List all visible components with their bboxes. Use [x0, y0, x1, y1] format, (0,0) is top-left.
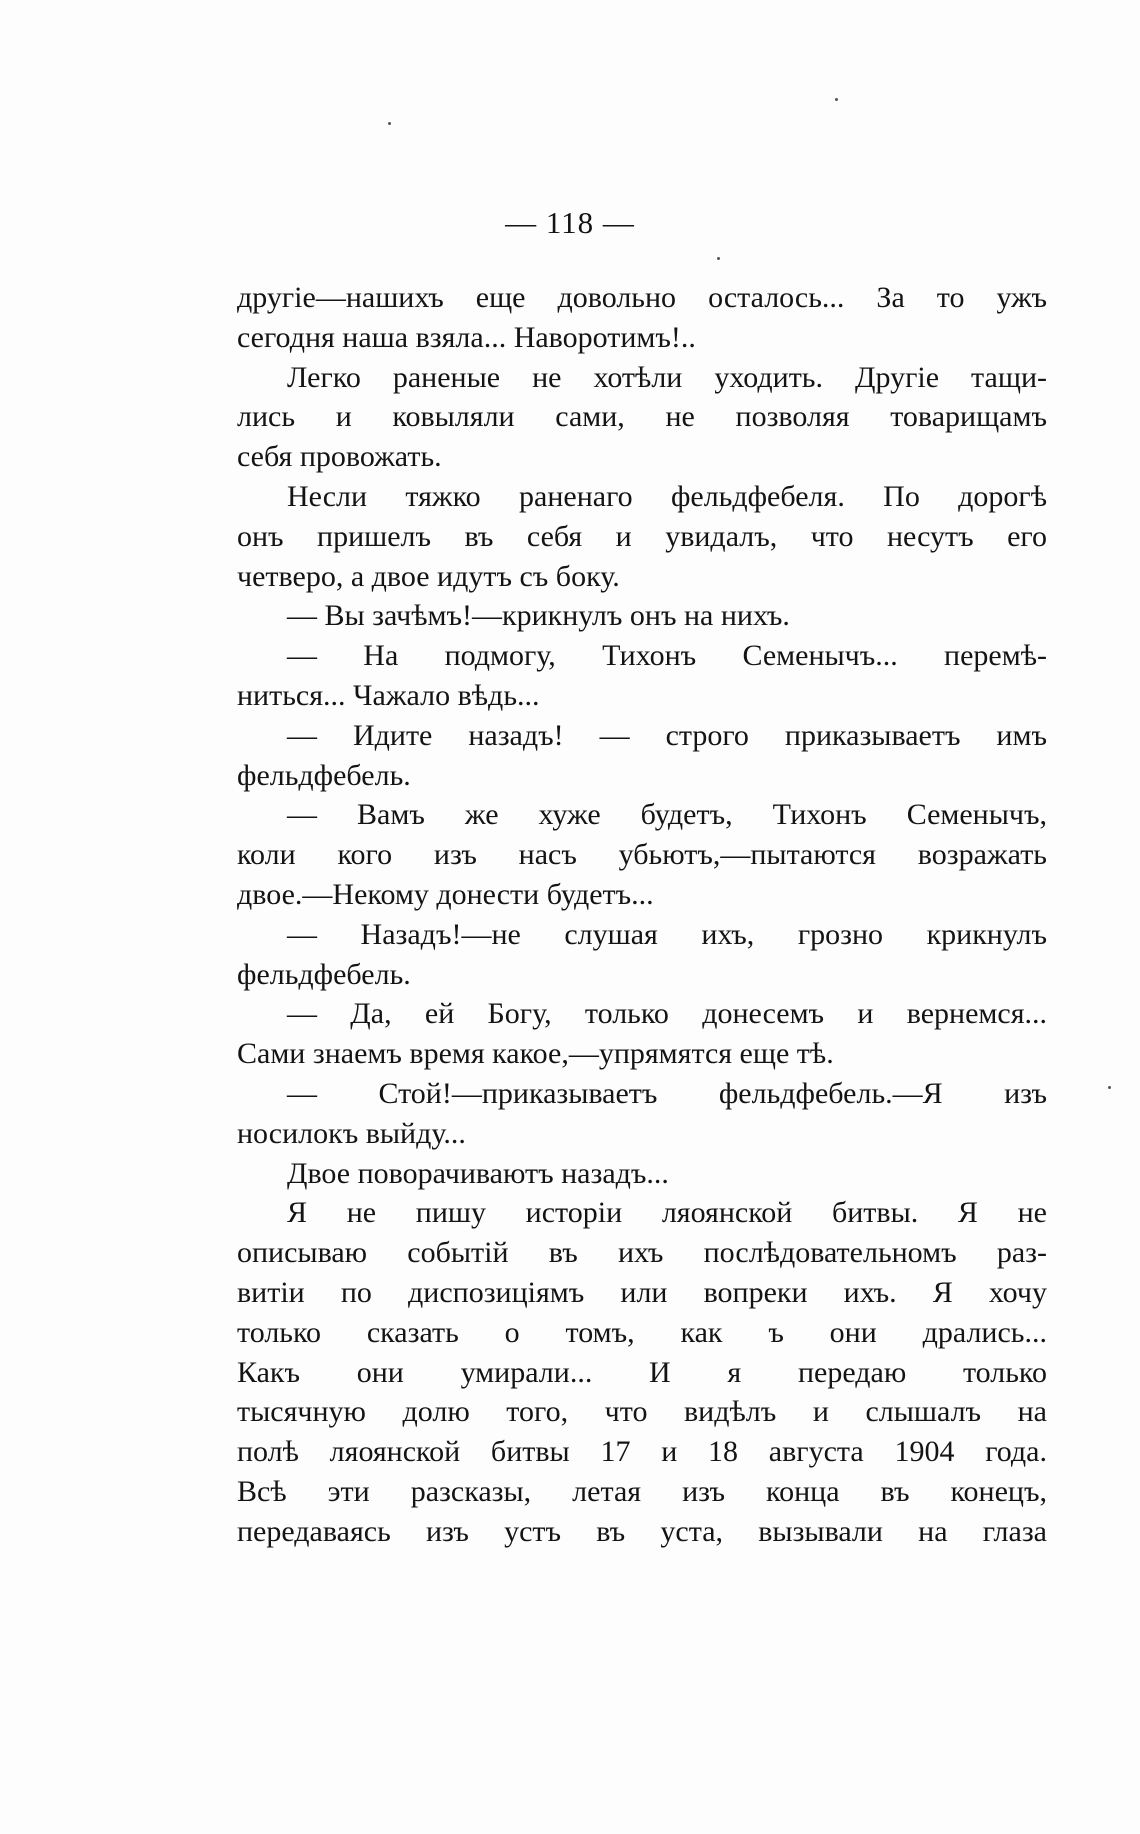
text-line: ниться... Чажало вѣдь... — [237, 678, 540, 712]
text-line: лись и ковыляли сами, не позволяя товарищамъ — [237, 400, 1047, 434]
text-line: тысячную долю того, что видѣлъ и слышалъ на — [237, 1395, 1047, 1429]
text-line: — Да, ей Богу, только донесемъ и вернемся... — [287, 997, 1047, 1031]
paper-speck — [835, 98, 838, 101]
text-line: Какъ они умирали... И я передаю только — [237, 1355, 1047, 1389]
text-line: онъ пришелъ въ себя и увидалъ, что несутъ его — [237, 519, 1047, 553]
text-line: полѣ ляоянской битвы 17 и 18 августа 1904 года. — [237, 1435, 1047, 1469]
text-line: витіи по диспозиціямъ или вопреки ихъ. Я хочу — [237, 1275, 1047, 1309]
paper-speck — [717, 257, 720, 260]
text-line: Легко раненые не хотѣли уходить. Другіе тащи- — [287, 360, 1047, 394]
text-line: фельдфебель. — [237, 758, 411, 792]
text-line: — Стой!—приказываетъ фельдфебель.—Я изъ — [287, 1076, 1047, 1110]
text-line: фельдфебель. — [237, 957, 411, 991]
text-line: — Назадъ!—не слушая ихъ, грозно крикнулъ — [287, 917, 1047, 951]
text-line: коли кого изъ насъ убьютъ,—пытаются возражать — [237, 838, 1047, 872]
text-line: Несли тяжко раненаго фельдфебеля. По дорогѣ — [287, 479, 1047, 513]
body-text — [237, 278, 1047, 1552]
text-line: себя провожать. — [237, 440, 442, 474]
text-line: сегодня наша взяла... Наворотимъ!.. — [237, 320, 696, 354]
paper-speck — [388, 122, 391, 125]
text-line: другіе—нашихъ еще довольно осталось... За то ужъ — [237, 281, 1047, 314]
text-line: только сказать о томъ, как ъ они дрались... — [237, 1315, 1047, 1349]
text-line: — Вы зачѣмъ!—крикнулъ онъ на нихъ. — [287, 599, 790, 633]
text-line: Сами знаемъ время какое,—упрямятся еще тѣ. — [237, 1037, 834, 1071]
paper-speck — [1108, 1086, 1111, 1089]
text-line: Всѣ эти разсказы, летая изъ конца въ конецъ, — [237, 1474, 1047, 1508]
text-line: Я не пишу исторіи ляоянской битвы. Я не — [287, 1196, 1047, 1230]
text-line: четверо, а двое идутъ съ боку. — [237, 559, 620, 593]
text-line: — Идите назадъ! — строго приказываетъ имъ — [287, 718, 1047, 752]
text-line: носилокъ выйду... — [237, 1116, 466, 1150]
text-line: — На подмогу, Тихонъ Семенычъ... перемѣ- — [287, 639, 1047, 673]
text-line: — Вамъ же хуже будетъ, Тихонъ Семенычъ, — [287, 798, 1047, 832]
text-line: описываю событій въ ихъ послѣдовательномъ раз- — [237, 1236, 1047, 1270]
text-line: Двое поворачиваютъ назадъ... — [287, 1156, 669, 1190]
text-line: передаваясь изъ устъ въ уста, вызывали на глаза — [237, 1514, 1047, 1548]
page-number: — 118 — — [505, 205, 635, 240]
text-line: двое.—Некому донести будетъ... — [237, 877, 654, 911]
